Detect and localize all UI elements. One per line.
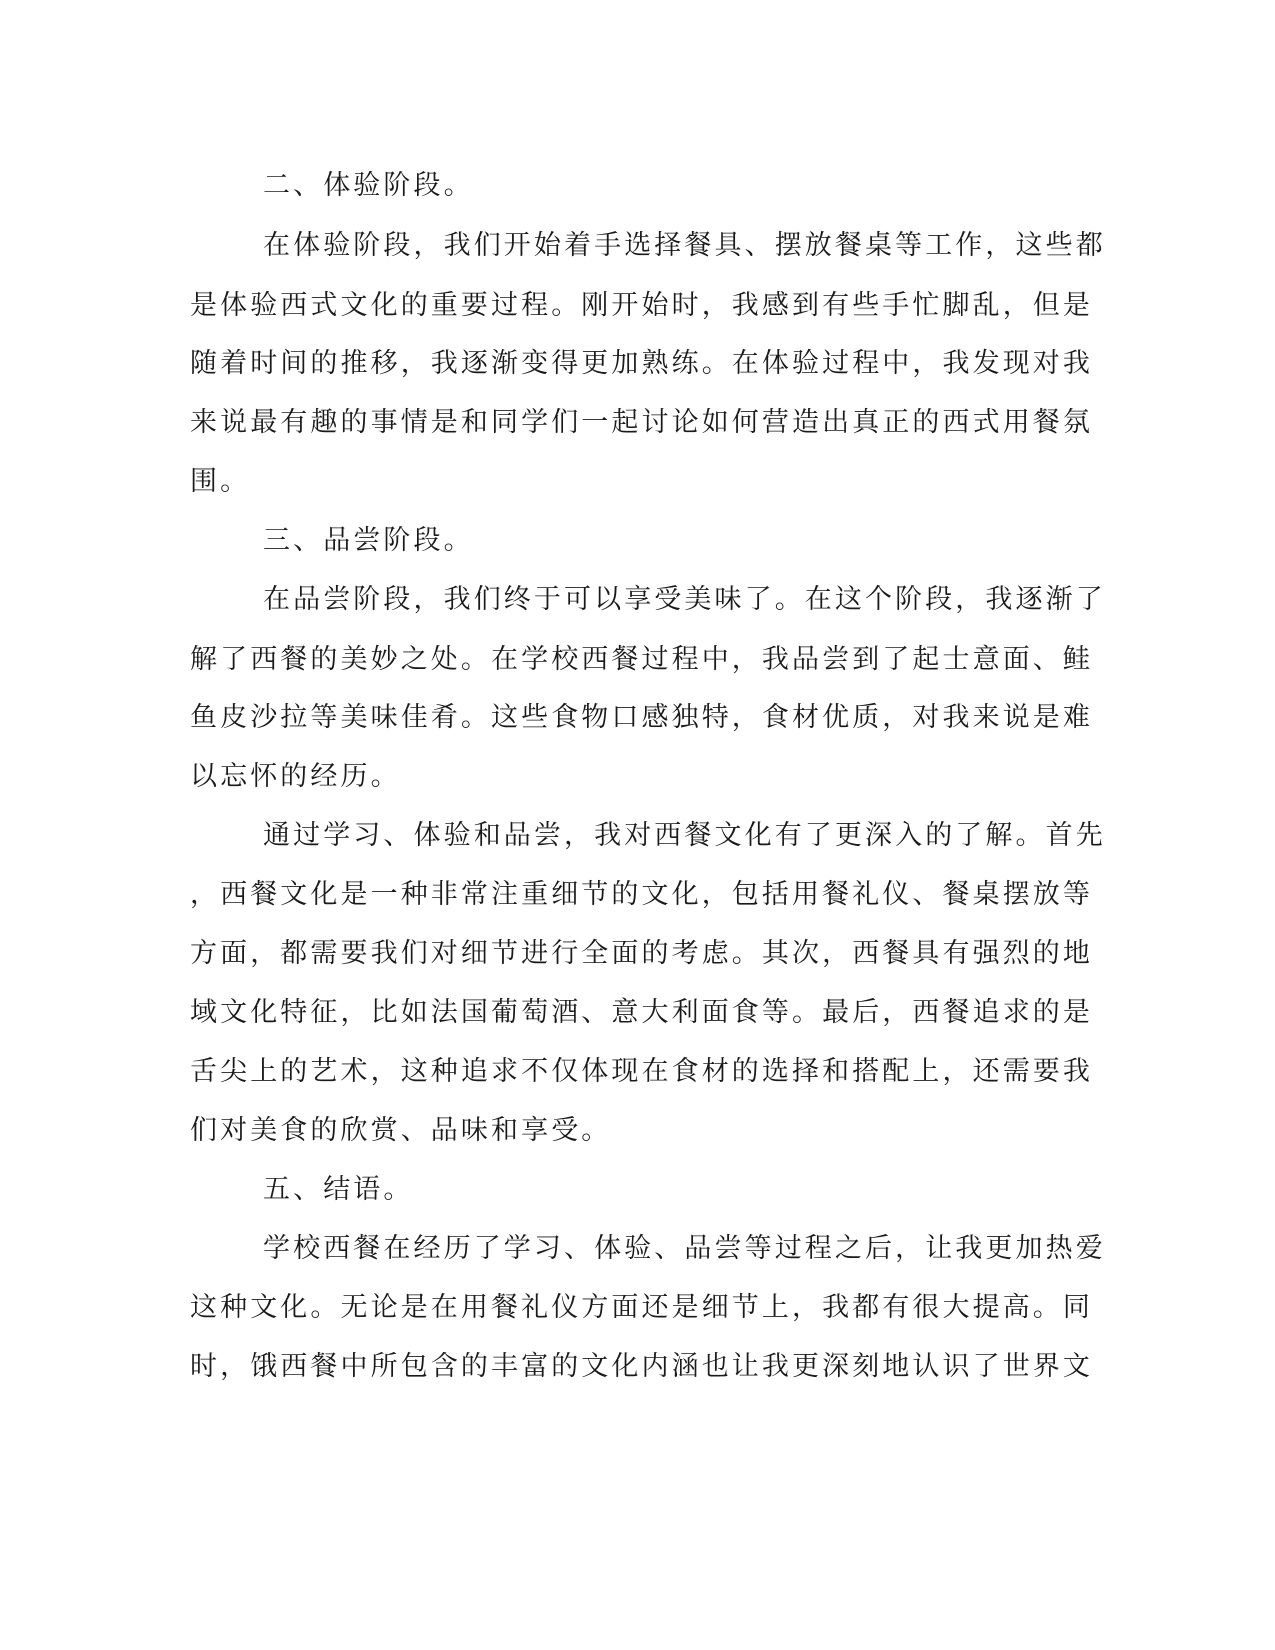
paragraph-line: 解了西餐的美妙之处。在学校西餐过程中，我品尝到了起士意面、鲑: [190, 644, 1093, 675]
paragraph-line: 在体验阶段，我们开始着手选择餐具、摆放餐桌等工作，这些都: [263, 230, 1106, 261]
paragraph-line: 随着时间的推移，我逐渐变得更加熟练。在体验过程中，我发现对我: [190, 348, 1093, 379]
paragraph-line: ，西餐文化是一种非常注重细节的文化，包括用餐礼仪、餐桌摆放等: [190, 879, 1093, 910]
paragraph-line: 是体验西式文化的重要过程。刚开始时，我感到有些手忙脚乱，但是: [190, 290, 1093, 321]
paragraph-line: 舌尖上的艺术，这种追求不仅体现在食材的选择和搭配上，还需要我: [190, 1056, 1093, 1087]
paragraph-line: 通过学习、体验和品尝，我对西餐文化有了更深入的了解。首先: [263, 820, 1106, 851]
paragraph-line: 围。: [190, 466, 251, 497]
paragraph-line: 方面，都需要我们对细节进行全面的考虑。其次，西餐具有强烈的地: [190, 938, 1093, 969]
paragraph-line: 域文化特征，比如法国葡萄酒、意大利面食等。最后，西餐追求的是: [190, 997, 1093, 1028]
paragraph-line: 学校西餐在经历了学习、体验、品尝等过程之后，让我更加热爱: [263, 1233, 1106, 1264]
heading-conclusion: 五、结语。: [263, 1174, 414, 1205]
paragraph-line: 来说最有趣的事情是和同学们一起讨论如何营造出真正的西式用餐氛: [190, 407, 1093, 438]
heading-tasting-stage: 三、品尝阶段。: [263, 525, 474, 556]
paragraph-line: 以忘怀的经历。: [190, 761, 401, 792]
paragraph-line: 们对美食的欣赏、品味和享受。: [190, 1115, 612, 1146]
paragraph-line: 这种文化。无论是在用餐礼仪方面还是细节上，我都有很大提高。同: [190, 1292, 1093, 1323]
heading-experience-stage: 二、体验阶段。: [263, 170, 474, 201]
paragraph-line: 鱼皮沙拉等美味佳肴。这些食物口感独特，食材优质，对我来说是难: [190, 702, 1093, 733]
paragraph-line: 在品尝阶段，我们终于可以享受美味了。在这个阶段，我逐渐了: [263, 584, 1106, 615]
paragraph-line: 时，饿西餐中所包含的丰富的文化内涵也让我更深刻地认识了世界文: [190, 1351, 1093, 1382]
